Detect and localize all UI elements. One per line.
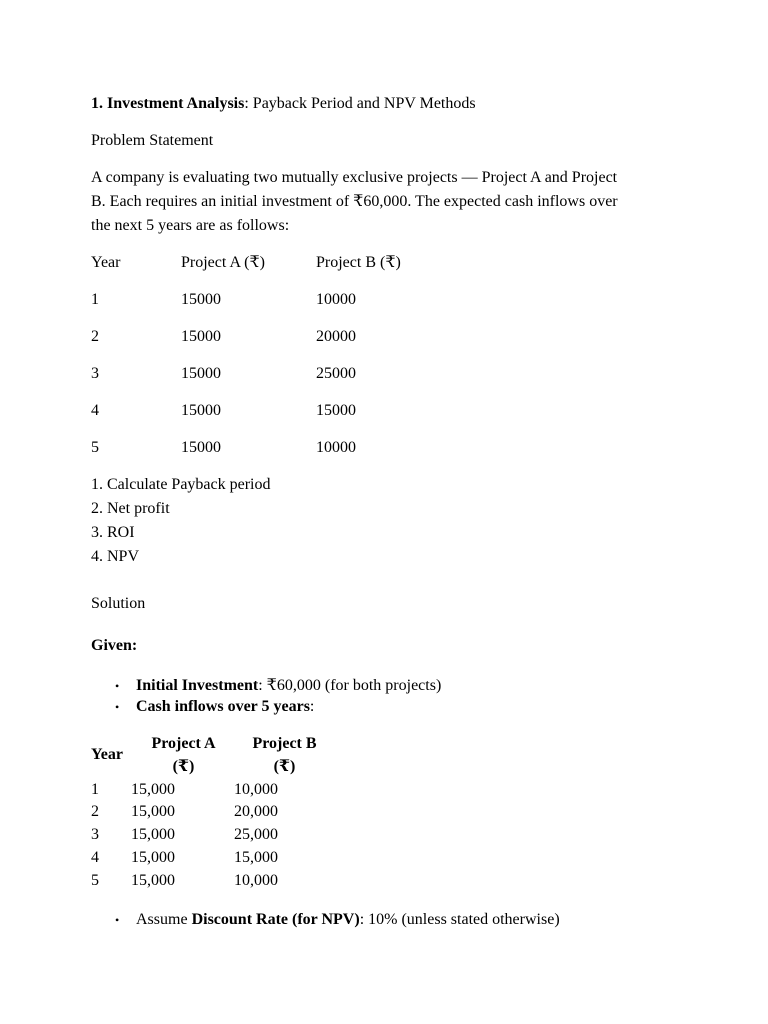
table1-cell-a: 15000 — [181, 439, 221, 456]
table2-header-row — [91, 733, 335, 779]
problem-line: the next 5 years are as follows: — [91, 217, 290, 234]
task-item: 2. Net profit — [91, 500, 170, 517]
table1-cell-b: 10000 — [316, 439, 356, 456]
table2-cell-year: 3 — [91, 826, 99, 844]
table1-cell-year: 4 — [91, 402, 99, 419]
title-rest: : Payback Period and NPV Methods — [244, 95, 476, 112]
given-heading — [91, 634, 137, 658]
bullet-text: Assume — [136, 911, 192, 928]
table-row — [91, 824, 335, 847]
given-label: Given: — [91, 637, 138, 654]
table2-cell-b: 20,000 — [234, 803, 278, 821]
table-row — [91, 779, 335, 802]
table1-cell-year: 3 — [91, 365, 99, 382]
bullet-text: : 10% (unless stated otherwise) — [359, 911, 560, 928]
table2-header-project-a — [131, 733, 234, 779]
title-bold: 1. Investment Analysis — [91, 95, 245, 112]
bullet-discount-rate — [136, 908, 560, 932]
table-row — [91, 847, 335, 870]
table2-cell-b: 10,000 — [234, 780, 278, 798]
bullet-dot: • — [115, 679, 120, 693]
solution-heading: Solution — [91, 595, 146, 612]
cash-flow-table-2 — [91, 733, 335, 893]
table2-header-year: Year — [91, 746, 123, 764]
table2-cell-b: 10,000 — [234, 871, 278, 889]
table1-cell-b: 15000 — [316, 402, 356, 419]
table1-cell-b: 20000 — [316, 328, 356, 345]
table1-cell-a: 15000 — [181, 365, 221, 382]
table1-cell-a: 15000 — [181, 328, 221, 345]
table2-cell-b: 15,000 — [234, 848, 278, 866]
table2-cell-a: 15,000 — [131, 871, 175, 889]
bullet-dot: • — [115, 913, 120, 927]
bullet-bold: Discount Rate (for NPV) — [191, 911, 360, 928]
bullet-bold: Initial Investment — [136, 677, 259, 694]
table2-cell-year: 4 — [91, 848, 99, 866]
table-row — [91, 801, 335, 824]
table2-cell-year: 1 — [91, 780, 99, 798]
table1-cell-a: 15000 — [181, 291, 221, 308]
table2-cell-b: 25,000 — [234, 826, 278, 844]
table1-cell-year: 1 — [91, 291, 99, 308]
table2-cell-a: 15,000 — [131, 803, 175, 821]
bullet-text: : ₹60,000 (for both projects) — [258, 677, 442, 694]
table1-header-project-a: Project A (₹) — [181, 254, 265, 271]
table2-cell-a: 15,000 — [131, 848, 175, 866]
table1-cell-b: 10000 — [316, 291, 356, 308]
table1-cell-b: 25000 — [316, 365, 356, 382]
table1-header-year: Year — [91, 254, 121, 271]
task-item: 3. ROI — [91, 524, 135, 541]
task-item: 1. Calculate Payback period — [91, 476, 271, 493]
table1-cell-year: 2 — [91, 328, 99, 345]
table2-cell-year: 2 — [91, 803, 99, 821]
table1-cell-a: 15000 — [181, 402, 221, 419]
table2-header-project-a-text: Project A (₹) — [151, 735, 216, 775]
problem-line: A company is evaluating two mutually exclusive projects — Project A and Project — [91, 169, 618, 186]
table2-cell-a: 15,000 — [131, 780, 175, 798]
table2-cell-year: 5 — [91, 871, 99, 889]
table-row — [91, 870, 335, 893]
bullet-bold: Cash inflows over 5 years — [136, 698, 310, 715]
page-title — [91, 92, 476, 116]
table1-cell-year: 5 — [91, 439, 99, 456]
bullet-cash-inflows — [136, 695, 314, 719]
table2-header-project-b — [234, 733, 335, 779]
task-item: 4. NPV — [91, 548, 140, 565]
table1-header-project-b: Project B (₹) — [316, 254, 401, 271]
problem-line: B. Each requires an initial investment of ₹60,000. The expected cash inflows over — [91, 193, 618, 210]
problem-heading: Problem Statement — [91, 132, 214, 149]
table2-header-project-b-text: Project B (₹) — [252, 735, 317, 775]
table2-cell-a: 15,000 — [131, 826, 175, 844]
bullet-dot: • — [115, 700, 120, 714]
bullet-text: : — [309, 698, 315, 715]
